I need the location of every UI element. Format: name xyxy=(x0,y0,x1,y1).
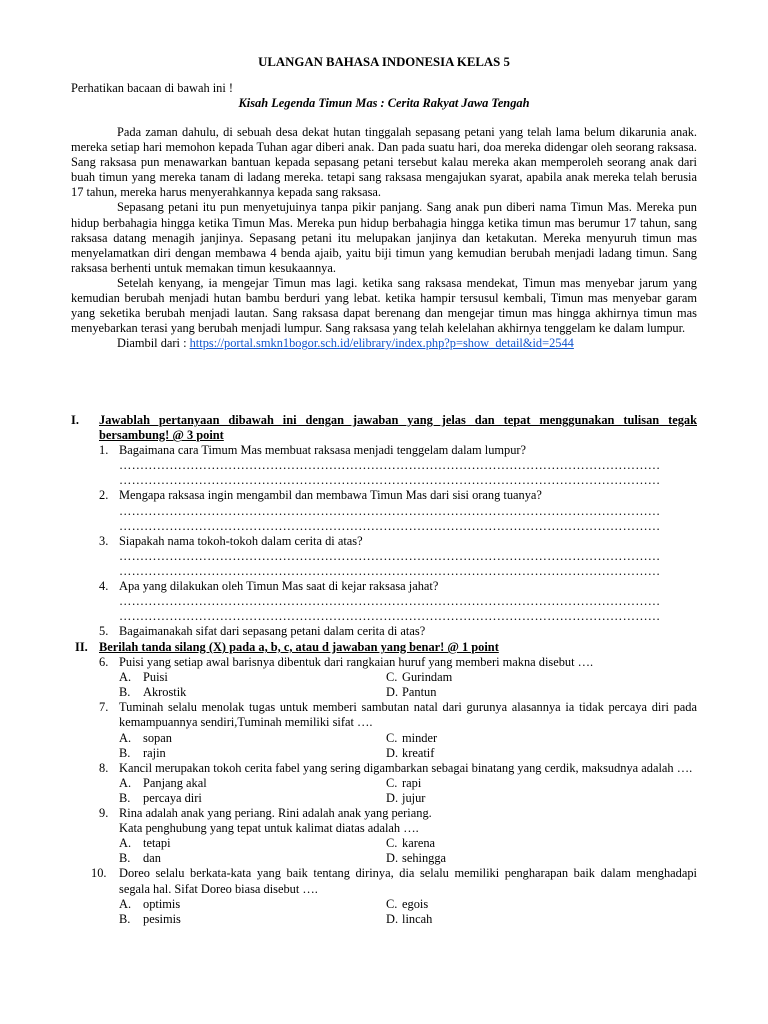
section-multiple-choice xyxy=(71,640,697,927)
question-number: 5. xyxy=(99,624,109,639)
question-item xyxy=(99,624,697,639)
source-link[interactable]: https://portal.smkn1bogor.sch.id/elibrary/index.php?p=show_detail&id=2544 xyxy=(189,336,574,351)
question-item xyxy=(99,579,697,594)
option-c[interactable]: C. minder xyxy=(386,730,438,745)
question-number: 1. xyxy=(99,443,109,458)
question-text: Tuminah selalu menolak tugas untuk memberi sambutan natal dari gurunya alasannya ia tidak percaya diri pada kemampuannya sendiri,Tuminah memiliki sifat …. xyxy=(119,700,697,730)
question-text: Doreo selalu berkata-kata yang baik tentang dirinya, dia selalu memiliki pengharapan baik dalam menghadapi segala hal. Sifat Doreo biasa disebut …. xyxy=(119,866,697,896)
option-c[interactable]: C. karena xyxy=(386,836,436,851)
section-instructions: Jawablah pertanyaan dibawah ini dengan jawaban yang jelas dan tepat menggunakan tulisan tegak bersambung! @ 3 point xyxy=(99,413,697,443)
section-header xyxy=(71,640,697,655)
intro-text: Perhatikan bacaan di bawah ini ! xyxy=(71,81,234,95)
option-d[interactable]: D. Pantun xyxy=(386,685,437,700)
option-b[interactable]: B. dan xyxy=(119,851,161,866)
answer-line[interactable]: ………………………………………………………………………………………………………………… xyxy=(119,563,661,578)
option-b[interactable]: B. rajin xyxy=(119,745,166,760)
option-b[interactable]: B. pesimis xyxy=(119,911,181,926)
option-a[interactable]: A. tetapi xyxy=(119,836,171,851)
section-number: II. xyxy=(75,640,88,654)
option-a[interactable]: A. sopan xyxy=(119,730,172,745)
question-item xyxy=(99,700,697,730)
question-text: Mengapa raksasa ingin mengambil dan membawa Timun Mas dari sisi orang tuanya? xyxy=(119,488,542,503)
option-a[interactable]: A. Puisi xyxy=(119,670,168,685)
section-number: I. xyxy=(71,413,79,427)
option-c[interactable]: C. egois xyxy=(386,896,429,911)
option-b[interactable]: B. percaya diri xyxy=(119,790,202,805)
question-text: Siapakah nama tokoh-tokoh dalam cerita di atas? xyxy=(119,533,363,548)
story-title: Kisah Legenda Timun Mas : Cerita Rakyat Jawa Tengah xyxy=(238,96,530,110)
section-header xyxy=(71,413,697,443)
question-number: 10. xyxy=(91,866,107,881)
answer-line[interactable]: ………………………………………………………………………………………………………………… xyxy=(119,503,661,518)
source-label: Diambil dari : xyxy=(117,336,190,351)
section-essay xyxy=(71,413,697,639)
answer-line[interactable]: ………………………………………………………………………………………………………………… xyxy=(119,594,661,609)
page-title: ULANGAN BAHASA INDONESIA KELAS 5 xyxy=(258,55,510,69)
story-text xyxy=(71,125,697,351)
question-text: Puisi yang setiap awal barisnya dibentuk dari rangkaian huruf yang memberi makna disebut …. xyxy=(119,655,594,670)
option-d[interactable]: D. sehingga xyxy=(386,851,447,866)
answer-line[interactable]: ………………………………………………………………………………………………………………… xyxy=(119,548,661,563)
answer-options xyxy=(119,670,697,700)
story-paragraph: Setelah kenyang, ia mengejar Timun mas lagi. ketika sang raksasa mendekat, Timun mas menyebar jarum yang kemudian berubah menjadi hutan bambu berduri yang lebat. ketika hampir tersusul kembali, Timun mas menyebar garam yang seketika berubah menjadi lautan. Sang raksasa dapat berenang dan mengejar timun mas hingga akhirnya timun mas menyebarkan terasi yang berubah menjadi lumpur. Sang raksasa yang telah kelelahan akhirnya tenggelam ke dalam lumpur. xyxy=(71,275,697,336)
answer-options xyxy=(119,776,697,806)
option-c[interactable]: C. Gurindam xyxy=(386,670,453,685)
question-item xyxy=(99,761,697,776)
option-d[interactable]: D. jujur xyxy=(386,790,426,805)
option-b[interactable]: B. Akrostik xyxy=(119,685,187,700)
question-number: 8. xyxy=(99,760,109,775)
question-number: 7. xyxy=(99,700,109,715)
answer-line[interactable]: ………………………………………………………………………………………………………………… xyxy=(119,473,661,488)
answer-line[interactable]: ………………………………………………………………………………………………………………… xyxy=(119,458,661,473)
question-item xyxy=(99,443,697,458)
question-item xyxy=(99,655,697,670)
source-line xyxy=(71,336,697,351)
question-item xyxy=(99,534,697,549)
section-instructions: Berilah tanda silang (X) pada a, b, c, atau d jawaban yang benar! @ 1 point xyxy=(99,640,499,654)
question-text: Bagaimana cara Timum Mas membuat raksasa menjadi tenggelam dalam lumpur? xyxy=(119,443,527,458)
question-text: Apa yang dilakukan oleh Timun Mas saat di kejar raksasa jahat? xyxy=(119,579,439,594)
option-d[interactable]: D. lincah xyxy=(386,911,433,926)
question-text: Bagaimanakah sifat dari sepasang petani dalam cerita di atas? xyxy=(119,624,426,639)
answer-options xyxy=(119,731,697,761)
question-text: Kancil merupakan tokoh cerita fabel yang sering digambarkan sebagai binatang yang cerdik, maksudnya adalah …. xyxy=(119,760,693,775)
story-paragraph: Pada zaman dahulu, di sebuah desa dekat hutan tinggalah sepasang petani yang telah lama belum dikarunia anak. mereka setiap hari memohon kepada Tuhan agar diberi anak. Dan pada suatu hari, doa mereka didengar oleh seorang raksasa. Sang raksasa pun menawarkan bantuan kepada sepasang petani tersebut kalau mereka akan memperoleh seorang anak dari buah timun yang mereka tanam di ladang mereka. tetapi sang raksasa mengajukan syarat, apabila anak mereka telah berusia 17 tahun, mereka harus menyerahkannya kepada sang raksasa. xyxy=(71,125,697,200)
answer-line[interactable]: ………………………………………………………………………………………………………………… xyxy=(119,518,661,533)
answer-options xyxy=(119,897,697,927)
question-item xyxy=(99,488,697,503)
question-number: 4. xyxy=(99,579,109,594)
option-c[interactable]: C. rapi xyxy=(386,775,422,790)
question-number: 6. xyxy=(99,655,109,670)
question-number: 9. xyxy=(99,806,109,821)
question-number: 3. xyxy=(99,533,109,548)
option-a[interactable]: A. optimis xyxy=(119,896,181,911)
option-a[interactable]: A. Panjang akal xyxy=(119,775,207,790)
question-item xyxy=(91,866,697,896)
story-paragraph: Sepasang petani itu pun menyetujuinya tanpa pikir panjang. Sang anak pun diberi nama Timun Mas. Mereka pun hidup berbahagia hingga ketika Timun Mas. Mereka pun hidup berbahagia hingga ketika timun mas berumur 17 tahun, sang raksasa datang menagih janjinya. Sepasang petani itu melupakan janjinya dan ketakutan. Mereka menyuruh timun mas menyelamatkan diri dengan membawa 4 benda ajaib, yaitu biji timun yang kemudian berubah menjadi ladang timun. Sang raksasa berhenti untuk memakan timun kesukaannya. xyxy=(71,200,697,275)
question-item xyxy=(99,806,697,836)
option-d[interactable]: D. kreatif xyxy=(386,745,435,760)
answer-options xyxy=(119,836,697,866)
answer-line[interactable]: ………………………………………………………………………………………………………………… xyxy=(119,609,661,624)
question-text: Rina adalah anak yang periang. Rini adalah anak yang periang. Kata penghubung yang tepat untuk kalimat diatas adalah …. xyxy=(119,806,432,836)
question-number: 2. xyxy=(99,488,109,503)
